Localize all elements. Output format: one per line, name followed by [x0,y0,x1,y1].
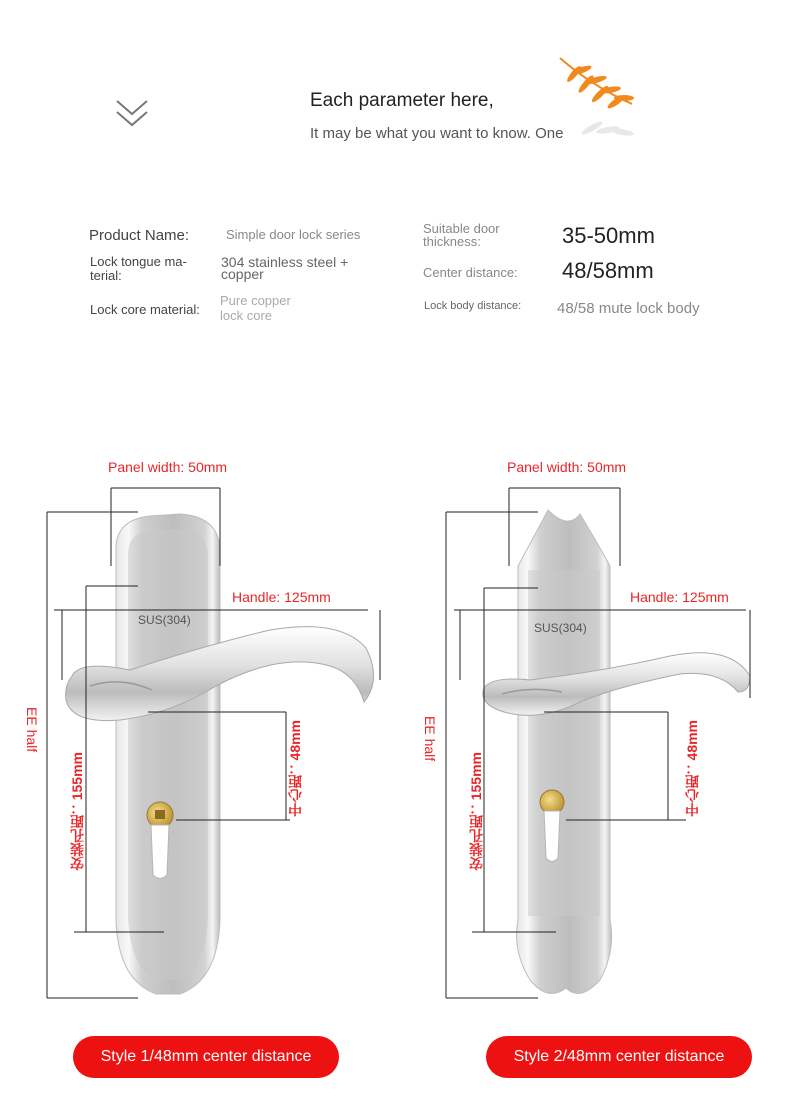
spec-product-name-label: Product Name: [89,227,190,244]
spec-core-value: Pure copper lock core [220,293,291,323]
spec-product-name-value: Simple door lock series [226,227,361,242]
spec-center-label: Center distance: [423,265,518,280]
handle-label-2: Handle: 125mm [630,589,729,605]
plate-mark-2: SUS(304) [534,621,587,635]
style-2-badge: Style 2/48mm center distance [486,1036,752,1078]
style-1-badge: Style 1/48mm center distance [73,1036,339,1078]
panel-width-label-1: Panel width: 50mm [108,459,228,475]
spec-tongue-label: Lock tongue ma- terial: [90,254,187,283]
spec-body-label: Lock body distance: [424,300,522,312]
panel-width-label-2: Panel width: 50mm [507,459,627,475]
center-distance-label-2: 中心距：48mm [684,720,700,817]
spec-center-value: 48/58mm [562,258,654,283]
install-hole-label-1: 安装孔距：155mm [69,752,85,871]
spec-body-value: 48/58 mute lock body [557,300,700,317]
side-note-2: EE half [422,716,438,762]
center-distance-label-1: 中心距：48mm [287,720,303,817]
install-hole-label-2: 安装孔距：155mm [468,752,484,871]
header-title: Each parameter here, [310,90,494,111]
handle-label-1: Handle: 125mm [232,589,331,605]
plate-mark-1: SUS(304) [138,613,191,627]
lock-diagram-style-1 [20,480,390,1020]
header-subtitle: It may be what you want to know. One [310,125,564,142]
spec-thickness-label: Suitable door thickness: [423,221,500,249]
chevron-down-icon [114,98,150,130]
spec-thickness-value: 35-50mm [562,223,655,248]
spec-tongue-value: 304 stainless steel + copper [221,254,349,282]
lock-diagram-style-2 [420,480,790,1020]
side-note-1: EE half [24,707,40,753]
wheat-icon [552,56,648,146]
spec-core-label: Lock core material: [90,302,200,317]
door-plate [517,510,612,993]
